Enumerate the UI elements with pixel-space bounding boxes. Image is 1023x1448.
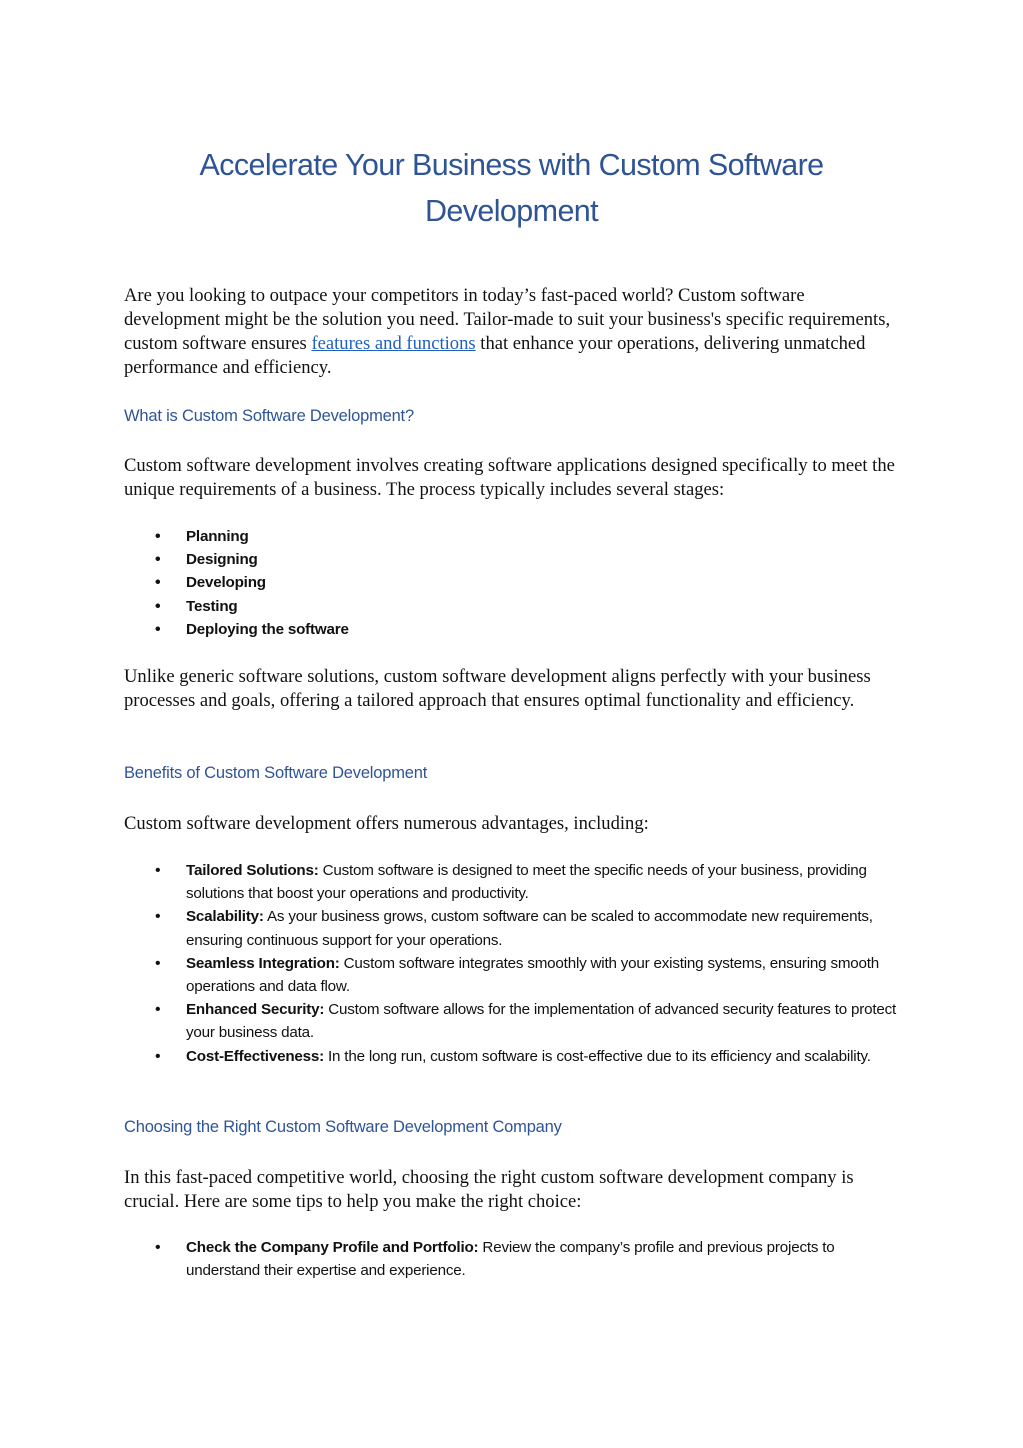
section-heading-what-is: What is Custom Software Development? bbox=[124, 407, 414, 425]
benefit-text: In the long run, custom software is cost-effective due to its efficiency and scalability. bbox=[324, 1047, 871, 1065]
benefit-term: Scalability: bbox=[186, 908, 264, 926]
list-item bbox=[124, 1045, 904, 1068]
title-line-1: Accelerate Your Business with Custom Software bbox=[199, 148, 824, 182]
benefit-text: Custom software allows for the implementation of advanced security features to protect your business data. bbox=[186, 1001, 897, 1042]
section3-paragraph: In this fast-paced competitive world, choosing the right custom software development company is crucial. Here are some tips to help you make the right choice: bbox=[124, 1167, 854, 1212]
benefit-text: Custom software integrates smoothly with your existing systems, ensuring smooth operations and data flow. bbox=[186, 954, 880, 996]
tip-term: Check the Company Profile and Portfolio: bbox=[186, 1239, 479, 1256]
page-title bbox=[0, 142, 1023, 234]
benefit-text: Custom software is designed to meet the specific needs of your business, providing solutions that boost your operations and productivity. bbox=[186, 862, 867, 903]
section-heading-choosing: Choosing the Right Custom Software Development Company bbox=[124, 1118, 562, 1136]
list-item bbox=[124, 905, 904, 951]
benefits-list bbox=[124, 859, 904, 1068]
section2-paragraph: Custom software development offers numerous advantages, including: bbox=[124, 813, 649, 834]
benefit-term: Tailored Solutions: bbox=[186, 862, 319, 879]
section1-closing-paragraph: Unlike generic software solutions, custom software development aligns perfectly with your business processes and goals, offering a tailored approach that ensures optimal functionality and efficiency. bbox=[124, 666, 871, 711]
list-item bbox=[124, 1236, 904, 1282]
list-item: • Deploying the software bbox=[124, 618, 904, 641]
list-item: • Designing bbox=[124, 548, 904, 571]
benefit-term: Enhanced Security: bbox=[186, 1001, 325, 1019]
list-item: • Planning bbox=[124, 525, 904, 548]
features-link[interactable]: features and functions bbox=[311, 333, 476, 354]
list-item: • Testing bbox=[124, 595, 904, 618]
stages-list bbox=[124, 525, 904, 641]
list-item bbox=[124, 998, 904, 1044]
list-item bbox=[124, 952, 904, 998]
list-item: • Developing bbox=[124, 571, 904, 594]
section-heading-benefits: Benefits of Custom Software Development bbox=[124, 764, 428, 782]
intro-text-after-link: that enhance your operations, delivering unmatched performance and efficiency. bbox=[124, 333, 866, 378]
list-item bbox=[124, 859, 904, 905]
benefit-text: As your business grows, custom software can be scaled to accommodate new requirements, ensuring continuous support for your operations. bbox=[186, 908, 873, 949]
tips-list bbox=[124, 1236, 904, 1282]
benefit-term: Cost-Effectiveness: bbox=[186, 1047, 324, 1065]
section1-paragraph: Custom software development involves creating software applications designed specifically to meet the unique requirements of a business. The process typically includes several stages: bbox=[124, 455, 895, 500]
title-line-2: Development bbox=[424, 194, 599, 228]
tip-text: Review the company’s profile and previous projects to understand their expertise and experience. bbox=[186, 1239, 835, 1280]
intro-paragraph bbox=[124, 284, 899, 380]
benefit-term: Seamless Integration: bbox=[186, 954, 340, 972]
intro-text-before-link: Are you looking to outpace your competitors in today’s fast-paced world? Custom software development might be the solution you need. Tailor-made to suit your business's specific requirements, custom software ensures bbox=[124, 285, 891, 354]
